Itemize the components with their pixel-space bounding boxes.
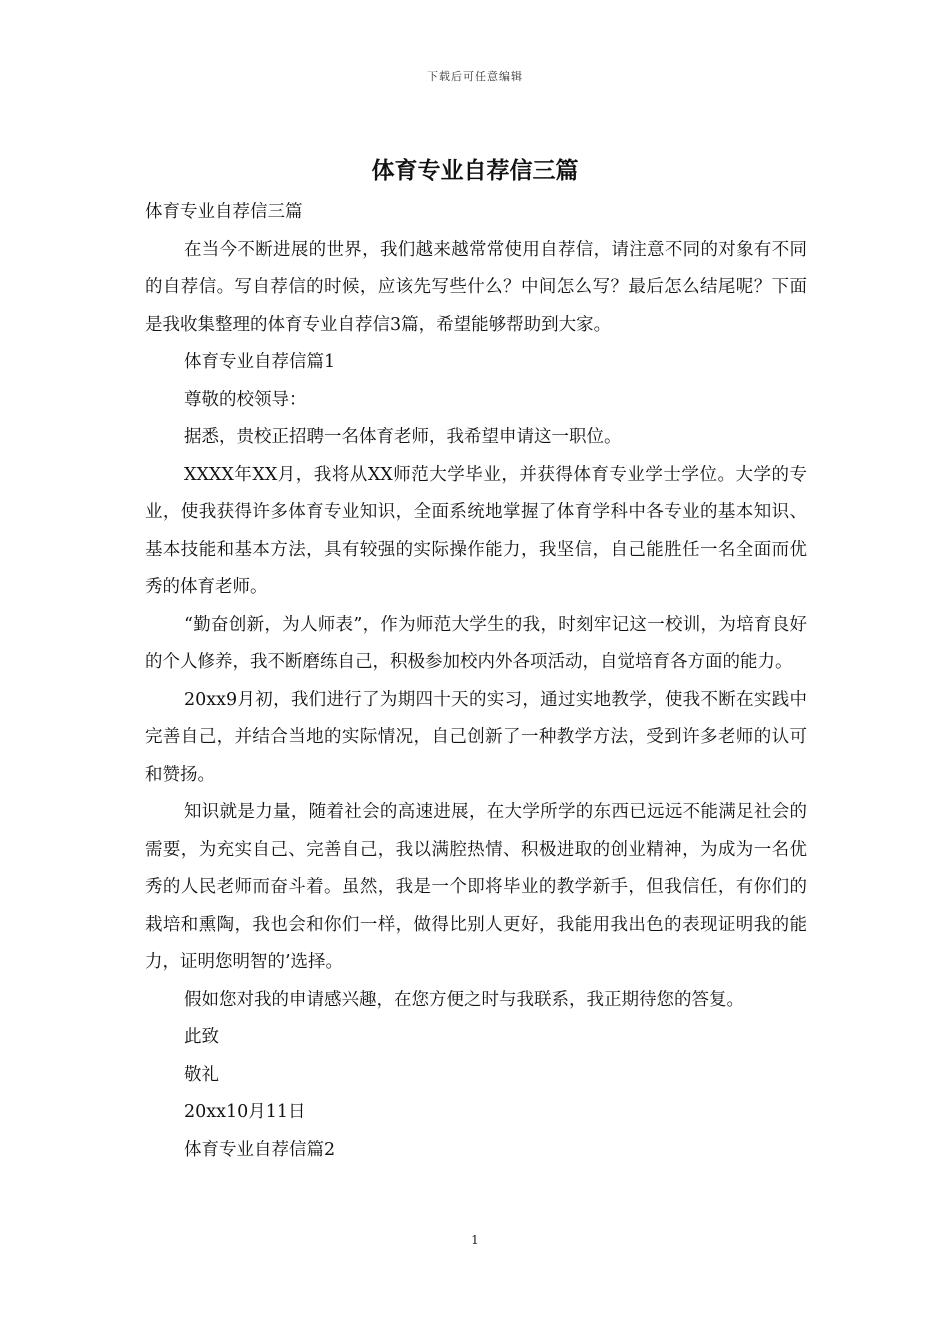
page-number: 1 <box>471 1233 479 1247</box>
section-1-heading: 体育专业自荐信篇1 <box>184 352 336 372</box>
document-title: 体育专业自荐信三篇 <box>371 157 579 184</box>
closing-line-2: 敬礼 <box>184 1064 219 1085</box>
header-note: 下载后可任意编辑 <box>427 70 523 83</box>
paragraph-4: 20xx9月初，我们进行了为期四十天的实习，通过实地教学，使我不断在实践中完善自己，并结合当地的实际情况，自己创新了一种教学方法，受到许多老师的认可和赞扬。 <box>145 689 807 785</box>
document-body <box>145 194 807 1169</box>
paragraph-6: 假如您对我的申请感兴趣，在您方便之时与我联系，我正期待您的答复。 <box>184 989 744 1010</box>
paragraph-3: “勤奋创新，为人师表”，作为师范大学生的我，时刻牢记这一校训，为培育良好的个人修养，我不断磨练自己，积极参加校内外各项活动，自觉培育各方面的能力。 <box>145 614 807 672</box>
letter-date: 20xx10月11日 <box>184 1102 306 1122</box>
paragraph-1: 据悉，贵校正招聘一名体育老师，我希望申请这一职位。 <box>184 427 622 447</box>
paragraph-5: 知识就是力量，随着社会的高速进展，在大学所学的东西已远远不能满足社会的需要，为充实自己、完善自己，我以满腔热情、积极进取的创业精神，为成为一名优秀的人民老师而奋斗着。虽然，我是一个即将毕业的教学新手，但我信任，有你们的栽培和熏陶，我也会和你们一样，做得比别人更好，我能用我出色的表现证明我的能力，证明您明智的’选择。 <box>145 802 807 972</box>
salutation: 尊敬的校领导： <box>184 389 307 410</box>
closing-line-1: 此致 <box>184 1027 219 1047</box>
paragraph-2: XXXX年XX月，我将从XX师范大学毕业，并获得体育专业学士学位。大学的专业，使我获得许多体育专业知识，全面系统地掌握了体育学科中各专业的基本知识、基本技能和基本方法，具有较强的实际操作能力，我坚信，自己能胜任一名全面而优秀的体育老师。 <box>145 464 807 597</box>
subtitle: 体育专业自荐信三篇 <box>145 202 303 222</box>
section-2-heading: 体育专业自荐信篇2 <box>184 1139 336 1160</box>
intro-paragraph: 在当今不断进展的世界，我们越来越常常使用自荐信，请注意不同的对象有不同的自荐信。写自荐信的时候，应该先写些什么？中间怎么写？最后怎么结尾呢？下面是我收集整理的体育专业自荐信3篇，希望能够帮助到大家。 <box>145 239 807 335</box>
